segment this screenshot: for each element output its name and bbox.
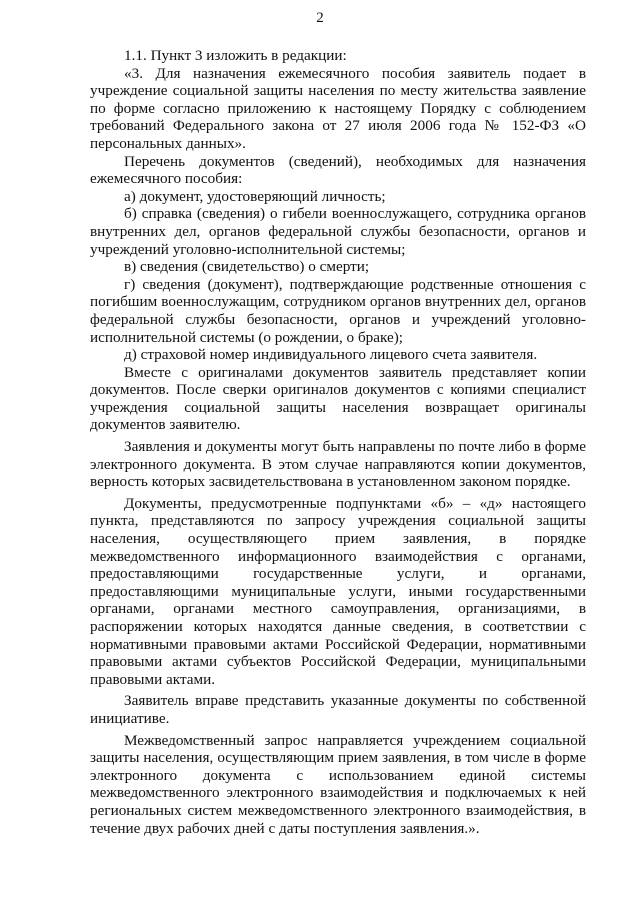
paragraph-originals: Вместе с оригиналами документов заявитель представляет копии документов. После сверки оригиналов документов с копиями специалист учреждения социальной защиты населения возвращает оригиналы документов заявителю. <box>90 363 586 434</box>
list-item-g: г) сведения (документ), подтверждающие родственные отношения с погибшим военнослужащим, сотрудником органов внутренних дел, органов федеральной службы безопасности, органов и учреждений уголовно-исполнительной системы (о рождении, о браке); <box>90 275 586 346</box>
list-item-d: д) страховой номер индивидуального лицевого счета заявителя. <box>124 346 538 364</box>
list-item-a: а) документ, удостоверяющий личность; <box>124 187 386 205</box>
paragraph-item-3: «3. Для назначения ежемесячного пособия заявитель подает в учреждение социальной защиты населения по месту жительства заявление по форме согласно приложению к настоящему Порядку с соблюдением требований Федерального закона от 27 июля 2006 года № 152-ФЗ «О персональных данных». <box>90 64 586 152</box>
paragraph-own-initiative: Заявитель вправе представить указанные документы по собственной инициативе. <box>90 692 586 727</box>
list-item-v: в) сведения (свидетельство) о смерти; <box>124 258 370 276</box>
paragraph-postal-submission: Заявления и документы могут быть направлены по почте либо в форме электронного документа. В этом случае направляются копии документов, верность которых засвидетельствована в установленном законом порядке. <box>90 438 586 491</box>
page-number: 2 <box>316 10 324 26</box>
paragraph-1-1: 1.1. Пункт 3 изложить в редакции: <box>124 47 347 64</box>
paragraph-document-list-intro: Перечень документов (сведений), необходимых для назначения ежемесячного пособия: <box>90 152 586 188</box>
paragraph-interagency-request: Межведомственный запрос направляется учреждением социальной защиты населения, осуществляющим прием заявления, в том числе в форме электронного документа с использованием единой системы межведомственного электронного взаимодействия и подключаемых к ней региональных систем межведомственного электронного взаимодействия, в течение двух рабочих дней с даты поступления заявления.». <box>90 731 586 837</box>
paragraph-interagency-documents: Документы, предусмотренные подпунктами «б» – «д» настоящего пункта, представляются по запросу учреждения социальной защиты населения, осуществляющего прием заявления, в порядке межведомственного информационного взаимодействия с органами, предоставляющими государственные услуги, и органами, предоставляющими муниципальные услуги, иными государственными органами, органами местного самоуправления, организациями, в распоряжении которых находятся данные сведения, в соответствии с нормативными правовыми актами Российской Федерации, нормативными правовыми актами субъектов Российской Федерации, муниципальными правовыми актами. <box>90 494 586 688</box>
list-item-b: б) справка (сведения) о гибели военнослужащего, сотрудника органов внутренних дел, органов федеральной службы безопасности, органов и учреждений уголовно-исполнительной системы; <box>90 205 586 258</box>
document-body <box>90 47 586 837</box>
